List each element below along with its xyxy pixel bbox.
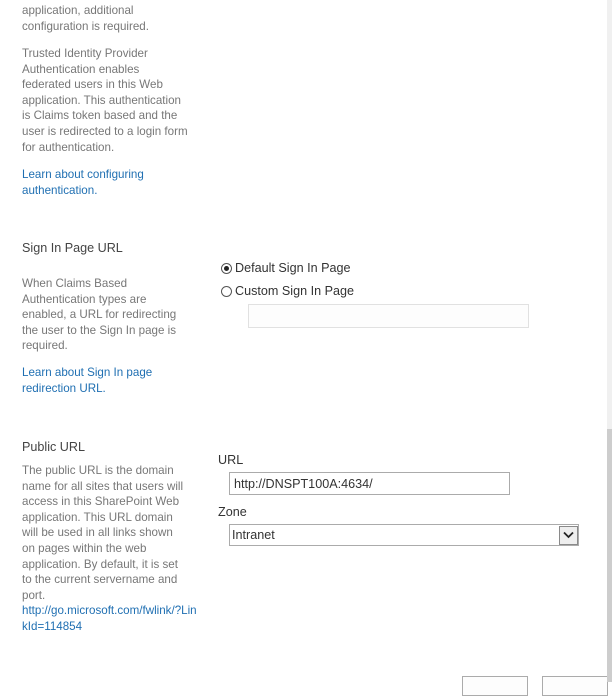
zone-label: Zone bbox=[218, 505, 247, 519]
radio-button-unchecked[interactable] bbox=[221, 286, 232, 297]
signin-section-description: When Claims Based Authentication types are enabled, a URL for redirecting the user to the Sign In page is required. bbox=[22, 277, 177, 353]
public-url-help-link[interactable]: http://go.microsoft.com/fwlink/?LinkId=114854 bbox=[22, 604, 197, 633]
ok-button[interactable] bbox=[462, 676, 528, 696]
url-label: URL bbox=[218, 453, 244, 467]
public-url-description: The public URL is the domain name for all sites that users will access in this SharePoint Web application. This URL domain will be used in all links shown on pages within the web application. By default, it is set to the current servername and port. bbox=[22, 464, 184, 602]
radio-button-checked[interactable] bbox=[221, 263, 232, 274]
vertical-scrollbar-thumb[interactable] bbox=[607, 429, 612, 682]
radio-custom-signin[interactable] bbox=[221, 284, 354, 298]
learn-configuring-authentication-link[interactable]: Learn about configuring authentication. bbox=[22, 168, 144, 197]
learn-signin-redirection-link[interactable]: Learn about Sign In page redirection URL. bbox=[22, 366, 153, 395]
public-url-input[interactable]: http://DNSPT100A:4634/ bbox=[229, 472, 510, 495]
auth-description-top: application, additional configuration is required. bbox=[22, 4, 149, 33]
radio-default-signin-label: Default Sign In Page bbox=[235, 261, 351, 275]
custom-signin-url-input[interactable] bbox=[248, 304, 529, 328]
radio-default-signin[interactable] bbox=[221, 261, 351, 275]
cancel-button[interactable] bbox=[542, 676, 608, 696]
public-url-section-heading: Public URL bbox=[22, 440, 85, 454]
chevron-down-icon[interactable] bbox=[559, 526, 578, 545]
trusted-identity-description: Trusted Identity Provider Authentication enables federated users in this Web application. This authentication is Claims token based and the user is redirected to a login form for authentication. bbox=[22, 47, 188, 154]
zone-select-value: Intranet bbox=[232, 528, 275, 542]
signin-section-heading: Sign In Page URL bbox=[22, 241, 123, 255]
radio-custom-signin-label: Custom Sign In Page bbox=[235, 284, 355, 298]
zone-select[interactable] bbox=[229, 524, 579, 546]
